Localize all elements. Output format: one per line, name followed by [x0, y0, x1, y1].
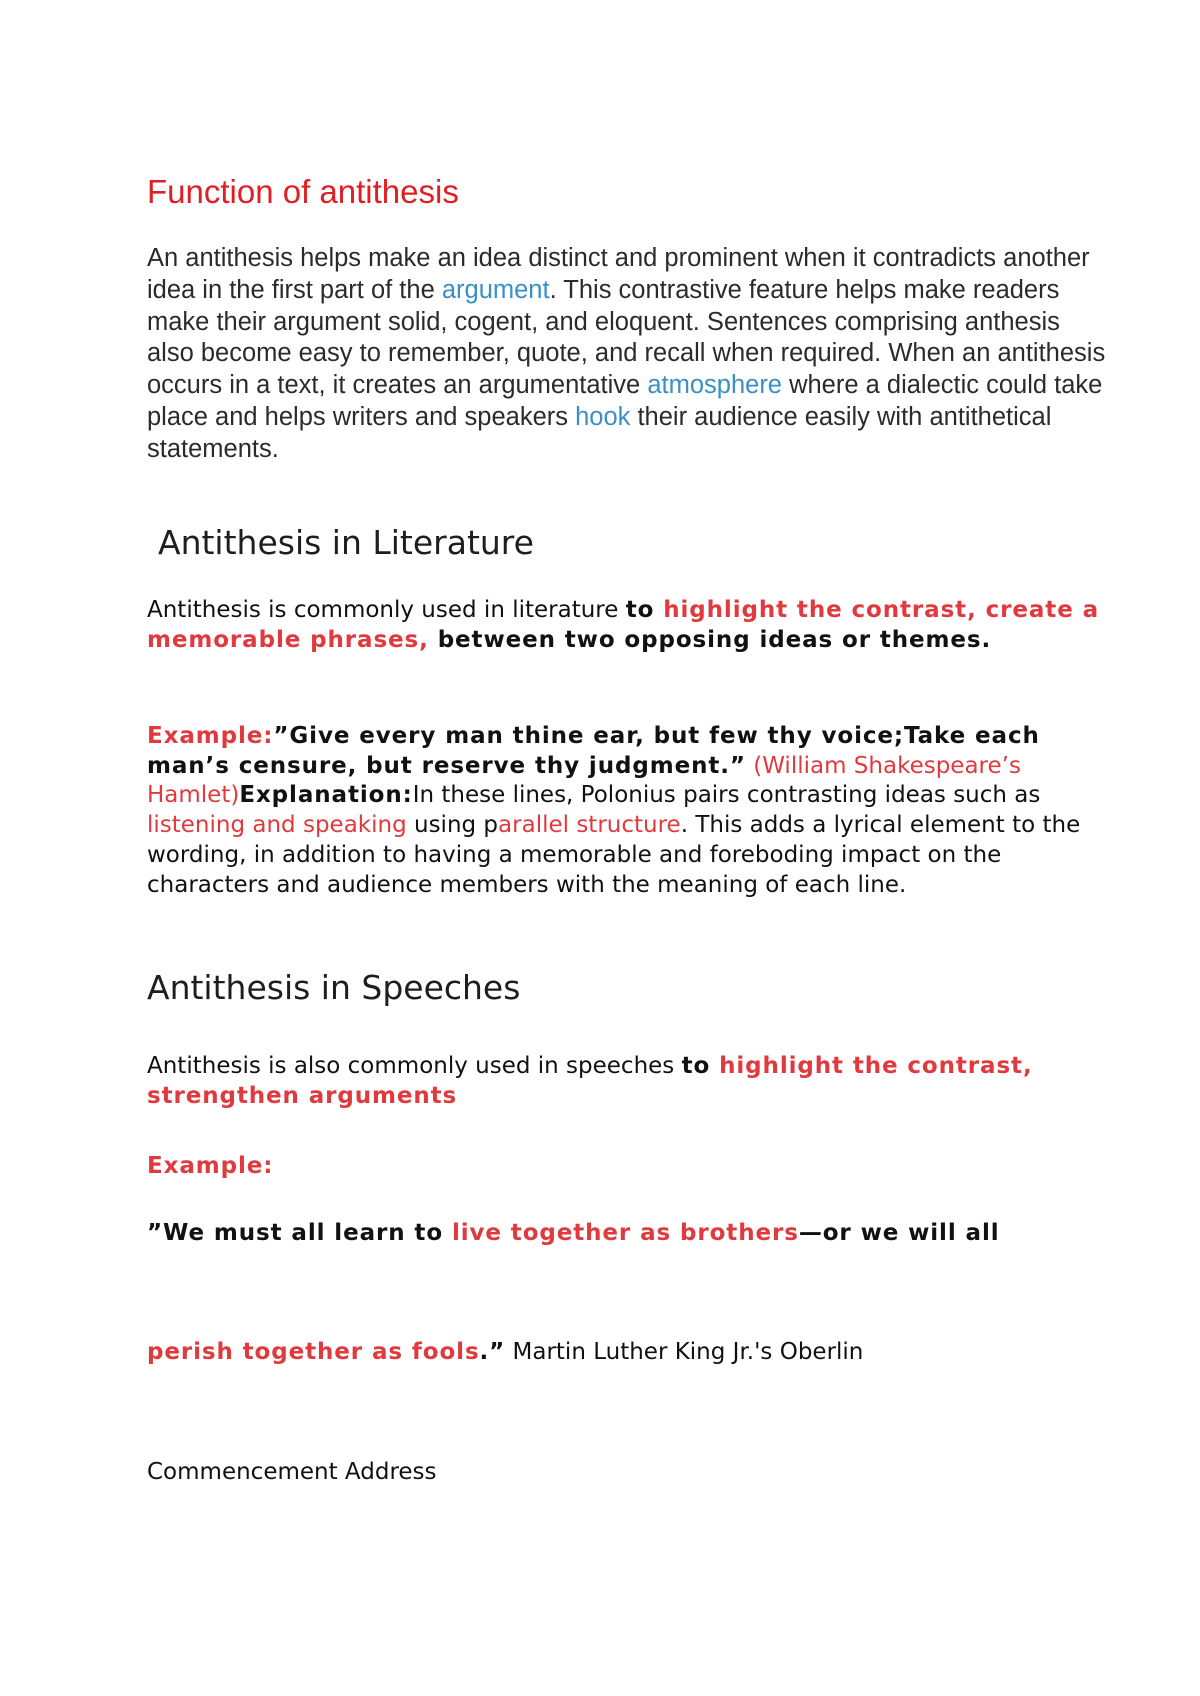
literature-intro	[147, 596, 1110, 655]
speech-quote-highlight-2: perish together as fools	[147, 1339, 480, 1365]
explanation-text-2: using p	[406, 812, 499, 839]
speech-quote-text-1: ”We must all learn to	[147, 1220, 452, 1246]
speeches-intro-to: to	[681, 1053, 720, 1079]
literature-intro-to: to	[625, 597, 664, 623]
literature-example-source: (William Shakespeare’s Hamlet)	[147, 752, 1021, 809]
function-text-3: where a dialectic could take place and helps writers and speakers	[147, 371, 1103, 431]
explanation-label: Explanation:	[239, 782, 413, 809]
speeches-heading: Antithesis in Speeches	[147, 968, 521, 1007]
literature-heading: Antithesis in Literature	[158, 523, 534, 562]
speech-attribution-2: Commencement Address	[147, 1459, 437, 1485]
literature-intro-bold: between two opposing ideas or themes.	[428, 626, 992, 653]
speech-quote-highlight-1: live together as brothers	[451, 1220, 799, 1246]
speech-quote-line-1	[147, 1219, 1110, 1249]
speech-quote-text-3: .”	[479, 1339, 506, 1365]
function-heading: Function of antithesis	[147, 173, 459, 210]
speech-attribution-line-2	[147, 1458, 1110, 1488]
literature-example-label: Example:	[147, 723, 274, 749]
atmosphere-link[interactable]: atmosphere	[647, 371, 782, 400]
speeches-intro-plain: Antithesis is also commonly used in speeches	[147, 1053, 682, 1079]
speeches-intro-highlight: highlight the contrast, strengthen arguments	[147, 1053, 1033, 1109]
explanation-text-3: . This adds a lyrical element to the wording, in addition to having a memorable and foreboding impact on the characters and audience members with the meaning of each line.	[147, 812, 1081, 898]
function-text-1: An antithesis helps make an idea distinct and prominent when it contradicts another idea in the first part of the	[147, 244, 1090, 304]
speeches-intro	[147, 1052, 1110, 1111]
speech-quote-line-2	[147, 1338, 1110, 1368]
speeches-example-label	[147, 1152, 1110, 1182]
speeches-example-label-text: Example:	[147, 1153, 274, 1179]
function-text-2: . This contrastive feature helps make readers make their argument solid, cogent, and eloquent. Sentences comprising anthesis also become easy to remember, quote, and recall when required. When an antithesis occurs in a text, it creates an argumentative	[147, 275, 1106, 400]
explanation-highlight-1: listening and speaking	[147, 812, 407, 839]
speech-attribution-1: Martin Luther King Jr.'s Oberlin	[505, 1339, 864, 1365]
function-text-4: their audience easily with antithetical statements.	[147, 402, 1052, 463]
function-paragraph	[147, 243, 1110, 466]
argument-link[interactable]: argument	[441, 275, 550, 304]
literature-example-quote: ”Give every man thine ear, but few thy voice;Take each man’s censure, but reserve thy judgment.”	[147, 723, 1040, 779]
literature-intro-plain: Antithesis is commonly used in literature	[147, 597, 626, 623]
literature-intro-highlight: highlight the contrast, create a memorable phrases,	[147, 597, 1100, 653]
explanation-text-1: In these lines, Polonius pairs contrasting ideas such as	[412, 782, 1041, 809]
speech-quote-text-2: —or we will all	[798, 1220, 1000, 1246]
hook-link[interactable]: hook	[575, 402, 631, 431]
explanation-highlight-2: arallel structure	[498, 812, 681, 839]
literature-example	[147, 722, 1110, 900]
